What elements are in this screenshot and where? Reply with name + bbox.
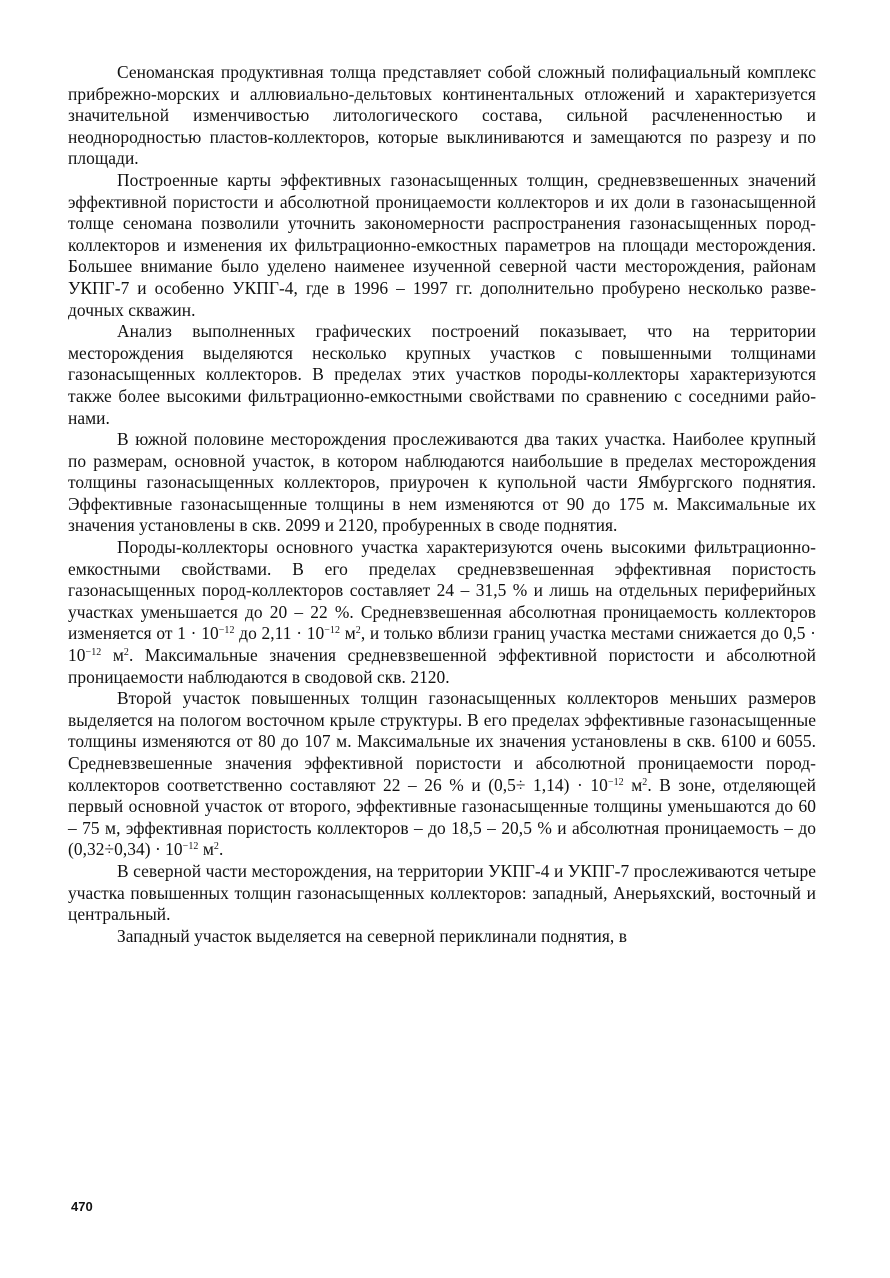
exponent: 2 [123,647,129,659]
text-segment: м [101,645,124,666]
text-segment: . Максимальные значения средневзвешенной эффективной пористости и абсолютной проницаемости наблюдаются в сводовой скв. 2120. [68,645,816,687]
exponent: −12 [182,841,199,853]
exponent: −12 [218,625,235,637]
paragraph-main-area-properties [68,537,816,688]
paragraph-southern-half: В южной половине месторождения прослеживаются два таких участка. Наиболее крупный по размерам, основной участок, в котором наблюдаются наибольшие в пределах месторождения толщины газонасыщенных коллекторов, приурочен к купольной части Ямбургского поднятия. Эффективные газонасыщенные толщины в нем изменяются от 90 до 175 м. Максимальные их значения установлены в скв. 2099 и 2120, пробуренных в своде поднятия. [68,429,816,536]
paragraph-western-area: Западный участок выделяется на северной периклинали поднятия, в [117,925,627,946]
paragraph-cenomanian-strata: Сеноманская продуктивная толща представляет собой сложный полифациальный комплекс прибрежно-морских и аллювиально-дельтовых континентальных отложений и характеризуется значительной изменчивостью литологического состава, сильной расчлененностью и неоднородностью пластов-коллекторов, которые выклиниваются и замещаются по разрезу и по площади. [68,62,816,169]
text-segment: , и только вблизи границ участка местами снижается до 0,5 · 10 [68,623,817,666]
exponent: 2 [642,776,648,788]
text-segment: м [198,839,214,860]
text-segment: . В зоне, отделяющей первый основной участок от второго, эффективные газонасыщенные толщины уменьшаются до 60 – 75 м, эффективная пористость коллекторов – до 18,5 – 20,5 % и абсолютная проницаемость – до (0,32÷0,34) · 10 [68,774,816,860]
paragraph-northern-part: В северной части месторождения, на территории УКПГ-4 и УКПГ-7 прослеживаются четыре участка повышенных толщин газонасыщенных коллекторов: западный, Анерьяхский, восточный и центральный. [68,860,816,925]
text-segment: до 2,11 · 10 [234,623,325,644]
exponent: 2 [213,841,219,853]
text-segment: м [623,774,643,795]
paragraph-maps-built: Построенные карты эффективных газонасыщенных толщин, средневзвешенных значений эффективной пористости и абсолютной проницаемости коллекторов и их доли в газонасыщенной толще сеномана позволили уточнить закономерности распространения газонасыщенных пород-коллекторов и изменения их фильтрационно-емкостных параметров на площади месторождения. Большее внимание было уделено наименее изученной северной части месторождения, районам УКПГ-7 и особенно УКПГ-4, где в 1996 – 1997 гг. дополнительно пробурено несколько разведочных скважин. [68,169,816,320]
text-segment: м [340,623,356,644]
paragraph-analysis: Анализ выполненных графических построений показывает, что на территории месторождения выделяются несколько крупных участков с повышенными толщинами газонасыщенных коллекторов. В пределах этих участков породы-коллекторы характеризуются также более высокими фильтрационно-емкостными свойствами по сравнению с соседними районами. [68,321,816,428]
document-page [68,62,816,947]
exponent: −12 [85,647,102,659]
text-segment: . [218,839,224,860]
text-segment: Второй участок повышенных толщин газонасыщенных коллекторов меньших размеров выделяется на пологом восточном крыле структуры. В его пределах эффективные газонасыщенные толщины изменяются от 80 до 107 м. Максимальные их значения установлены в скв. 6100 и 6055. Средневзвешенные значения эффективной пористости и абсолютной проницаемости пород-коллекторов соответственно составляют 22 – 26 % и (0,5÷ 1,14) · 10 [68,688,816,795]
page-number: 470 [71,1199,93,1214]
exponent: 2 [355,625,361,637]
paragraph-second-area [68,688,816,861]
exponent: −12 [607,776,624,788]
exponent: −12 [324,625,341,637]
text-segment: Породы-коллекторы основного участка характеризуются очень высокими фильтрационно-емкостными свойствами. В его пределах средневзвешенная эффективная пористость газонасыщенных пород-коллекторов составляет 24 – 31,5 % и лишь на отдельных периферийных участках уменьшается до 20 – 22 %. Средневзвешенная абсолютная проницаемость коллекторов изменяется от 1 · 10 [68,537,816,644]
